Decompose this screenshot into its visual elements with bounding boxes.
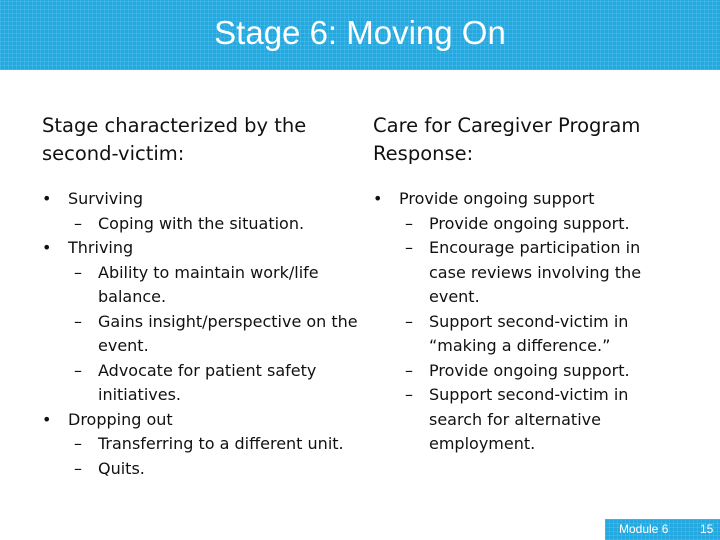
left-heading: Stage characterized by the second-victim:: [42, 114, 307, 165]
bullet-marker: •: [373, 189, 383, 208]
dash-marker: –: [405, 238, 413, 257]
sub-list-item: [42, 359, 362, 408]
dash-marker: –: [405, 311, 413, 331]
sub-item-text: Quits.: [98, 458, 145, 478]
list-item-text: Surviving: [68, 189, 143, 208]
right-list: [373, 187, 673, 457]
dash-marker: –: [74, 311, 82, 331]
dash-marker: –: [405, 385, 413, 404]
sub-list-item: [42, 212, 362, 237]
left-list: [42, 187, 362, 481]
sub-list-item: [373, 310, 673, 359]
sub-item-text: Advocate for patient safety initiatives.: [98, 360, 317, 404]
slide-title: Stage 6: Moving On: [214, 14, 506, 51]
list-item-text: Provide ongoing support: [399, 189, 595, 208]
left-column: [42, 112, 362, 481]
sub-item-text: Coping with the situation.: [98, 213, 305, 233]
sub-list-item: [42, 457, 362, 482]
page-number: 15: [700, 522, 714, 536]
module-label: Module 6: [619, 522, 669, 536]
bullet-marker: •: [42, 189, 52, 208]
dash-marker: –: [74, 434, 82, 453]
sub-item-text: Encourage participation in case reviews involving the event.: [429, 238, 642, 306]
sub-list-item: [42, 261, 362, 310]
sub-item-text: Support second-victim in search for alternative employment.: [429, 385, 629, 453]
list-item: [42, 408, 362, 433]
list-item-text: Thriving: [68, 238, 134, 257]
dash-marker: –: [74, 213, 82, 233]
sub-item-text: Transferring to a different unit.: [98, 434, 344, 453]
list-item: [42, 236, 362, 261]
sub-item-text: Gains insight/perspective on the event.: [98, 311, 358, 355]
sub-list-item: [373, 383, 673, 457]
sub-item-text: Provide ongoing support.: [429, 213, 630, 233]
dash-marker: –: [405, 360, 413, 380]
sub-list-item: [373, 212, 673, 237]
right-column: [373, 112, 673, 457]
bullet-marker: •: [42, 409, 52, 429]
dash-marker: –: [74, 360, 82, 380]
sub-list-item: [42, 432, 362, 457]
sub-item-text: Ability to maintain work/life balance.: [98, 262, 319, 306]
bullet-marker: •: [42, 238, 52, 257]
dash-marker: –: [74, 458, 82, 478]
dash-marker: –: [74, 262, 82, 282]
sub-list-item: [373, 236, 673, 310]
sub-item-text: Support second-victim in “making a difference.”: [429, 311, 629, 355]
list-item-text: Dropping out: [68, 409, 173, 429]
sub-list-item: [373, 359, 673, 384]
sub-item-text: Provide ongoing support.: [429, 360, 630, 380]
list-item: [373, 187, 673, 212]
right-heading: Care for Caregiver Program Response:: [373, 114, 641, 165]
list-item: [42, 187, 362, 212]
dash-marker: –: [405, 213, 413, 233]
sub-list-item: [42, 310, 362, 359]
